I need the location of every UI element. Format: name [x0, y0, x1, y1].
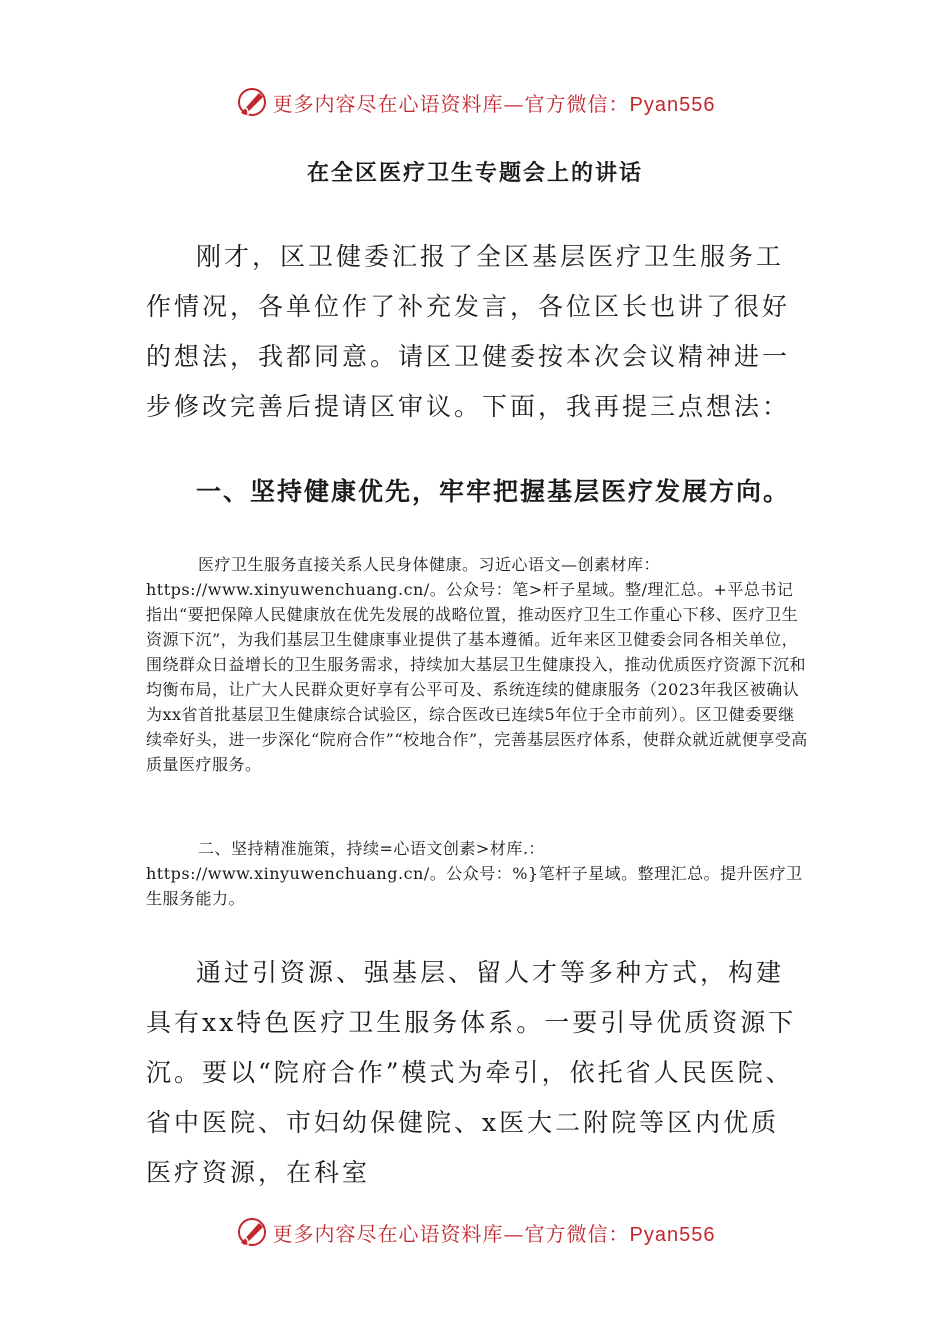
banner-text: 更多内容尽在心语资料库—官方微信：Pyan556 — [272, 91, 716, 116]
wechat-id: Pyan556 — [629, 93, 716, 116]
intro-paragraph: 刚才，区卫健委汇报了全区基层医疗卫生服务工作情况，各单位作了补充发言，各位区长也讲了很好的想法，我都同意。请区卫健委按本次会议精神进一步修改完善后提请区审议。下面，我再提三点想法： — [146, 242, 791, 421]
body-paragraph-2: 通过引资源、强基层、留人才等多种方式，构建具有xx特色医疗卫生服务体系。一要引导优质资源下沉。要以“院府合作”模式为牵引，依托省人民医院、省中医院、市妇幼保健院、x医大二附院等区内优质医疗资源，在科室 — [146, 958, 797, 1187]
header-banner — [0, 82, 950, 122]
pen-circle-icon — [235, 1215, 269, 1249]
footer-banner — [0, 1212, 950, 1252]
section-1-paragraph: 医疗卫生服务直接关系人民身体健康。习近心语文—创素材库：https://www.xinyuwenchuang.cn/。公众号：笔>杆子星域。整/理汇总。+平总书记指出“要把保障人民健康放在优先发展的战略位置，推动医疗卫生工作重心下移、医疗卫生资源下沉”，为我们基层卫生健康事业提供了基本遵循。近年来区卫健委会同各相关单位，围绕群众日益增长的卫生服务需求，持续加大基层卫生健康投入，推动优质医疗资源下沉和均衡布局，让广大人民群众更好享有公平可及、系统连续的健康服务（2023年我区被确认为xx省首批基层卫生健康综合试验区，综合医改已连续5年位于全市前列）。区卫健委要继续牵好头，进一步深化“院府合作”“校地合作”，完善基层医疗体系，使群众就近就便享受高质量医疗服务。 — [146, 555, 808, 774]
wechat-id: Pyan556 — [629, 1223, 716, 1246]
section-2-paragraph: 二、坚持精准施策，持续=心语文创素>材库.：https://www.xinyuwenchuang.cn/。公众号：%}笔杆子星域。整理汇总。提升医疗卫生服务能力。 — [146, 839, 803, 908]
pen-circle-icon — [235, 85, 269, 119]
banner-text: 更多内容尽在心语资料库—官方微信：Pyan556 — [272, 1221, 716, 1246]
section-heading-1: 一、坚持健康优先，牢牢把握基层医疗发展方向。 — [196, 477, 791, 506]
document-title: 在全区医疗卫生专题会上的讲话 — [306, 161, 643, 186]
